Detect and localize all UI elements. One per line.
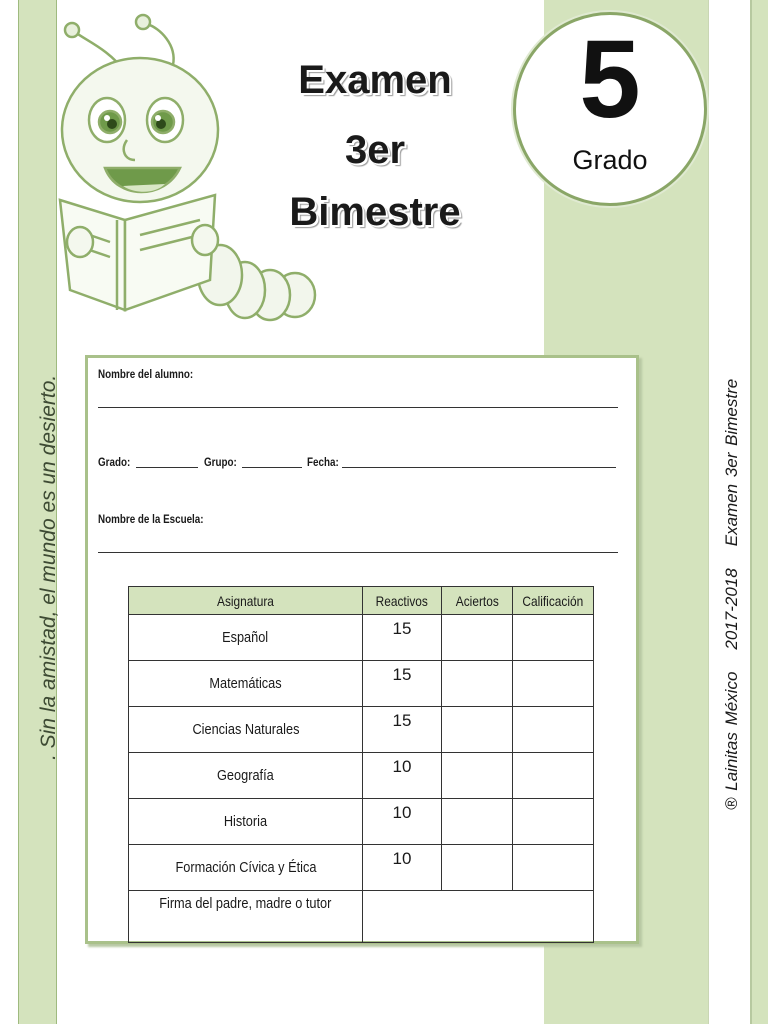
subject-cell: Matemáticas [129,661,363,707]
correct-cell[interactable] [442,615,513,661]
friendship-quote: . Sin la amistad, el mundo es un desierto. [37,374,60,760]
correct-cell[interactable] [442,707,513,753]
title-exam: Examen [298,58,452,102]
signature-field[interactable] [363,891,594,943]
subject-cell: Ciencias Naturales [129,707,363,753]
subject-cell: Historia [129,799,363,845]
signature-label: Firma del padre, madre o tutor [129,891,363,943]
table-row [129,615,594,661]
score-cell[interactable] [513,845,594,891]
signature-row [129,891,594,943]
items-cell: 15 [363,707,442,753]
right-edge-strip [750,0,768,1024]
table-row [129,799,594,845]
date-field-label: Fecha: [307,455,339,469]
correct-cell[interactable] [442,661,513,707]
group-field-line[interactable] [242,467,302,468]
header-score: Calificación [513,587,594,615]
items-cell: 15 [363,615,442,661]
grade-field-label: Grado: [98,455,131,469]
items-cell: 10 [363,753,442,799]
score-cell[interactable] [513,615,594,661]
subject-cell: Geografía [129,753,363,799]
score-cell[interactable] [513,799,594,845]
correct-cell[interactable] [442,753,513,799]
grade-word: Grado [572,145,648,175]
title-bimester: Bimestre [289,190,461,234]
student-name-label: Nombre del alumno: [98,367,194,381]
table-row [129,707,594,753]
exam-name-text: Examen 3er Bimestre [722,378,741,547]
score-cell[interactable] [513,753,594,799]
score-cell[interactable] [513,661,594,707]
score-cell[interactable] [513,707,594,753]
school-name-label: Nombre de la Escuela: [98,512,204,526]
items-cell: 10 [363,845,442,891]
year-text: 2017-2018 [722,568,741,650]
items-cell: 15 [363,661,442,707]
date-field-line[interactable] [342,467,616,468]
group-field-label: Grupo: [204,455,237,469]
correct-cell[interactable] [442,799,513,845]
items-cell: 10 [363,799,442,845]
subject-cell: Formación Cívica y Ética [129,845,363,891]
header-subject: Asignatura [129,587,363,615]
grade-field-line[interactable] [136,467,198,468]
table-row [129,753,594,799]
header-correct: Aciertos [442,587,513,615]
table-row [129,845,594,891]
grades-table [128,586,594,943]
header-items: Reactivos [363,587,442,615]
table-row [129,661,594,707]
student-form [85,355,639,944]
grade-number: 5 [579,18,641,141]
brand-text: ® Lainitas México [722,671,741,810]
title-bimester-number: 3er [344,128,406,172]
student-name-line[interactable] [98,407,618,408]
school-name-line[interactable] [98,552,618,553]
footer-vertical-text [722,357,742,810]
subject-cell: Español [129,615,363,661]
grade-badge [513,12,707,206]
correct-cell[interactable] [442,845,513,891]
